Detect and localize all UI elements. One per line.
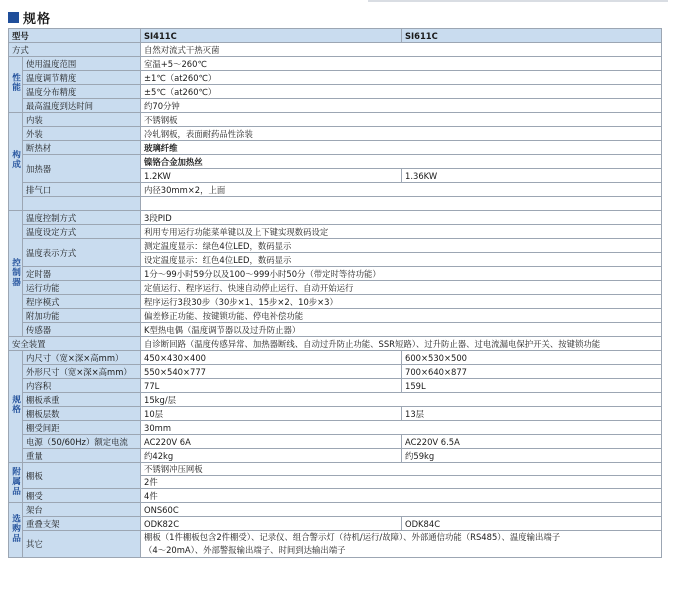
shelf-count-b: 13层 xyxy=(402,407,662,421)
outer-size-b: 700×640×877 xyxy=(402,365,662,379)
table-row xyxy=(9,517,662,531)
table-row xyxy=(9,421,662,435)
heater-label: 加热器 xyxy=(23,155,141,183)
shelf-count-label: 棚板层数 xyxy=(23,407,141,421)
table-row xyxy=(9,183,662,197)
sensor-label: 传感器 xyxy=(23,323,141,337)
stack-bracket-label: 重叠支架 xyxy=(23,517,141,531)
run-functions-value: 定值运行、程序运行、快速自动停止运行、自动开始运行 xyxy=(141,281,662,295)
volume-b: 159L xyxy=(402,379,662,393)
method-label: 方式 xyxy=(9,43,141,57)
group-construction: 构成 xyxy=(9,113,23,211)
group-controller: 控制器 xyxy=(9,211,23,337)
stand-label: 架台 xyxy=(23,503,141,517)
heater-power-b: 1.36KW xyxy=(402,169,662,183)
group-specs: 规格 xyxy=(9,351,23,463)
weight-b: 约59kg xyxy=(402,449,662,463)
outer-size-a: 550×540×777 xyxy=(141,365,402,379)
group-options: 选购品 xyxy=(9,503,23,558)
weight-a: 约42kg xyxy=(141,449,402,463)
table-row xyxy=(9,463,662,489)
page-title: 规格 xyxy=(23,11,52,27)
others-value xyxy=(141,531,662,558)
shelf-support-label: 棚受 xyxy=(23,489,141,503)
table-row xyxy=(9,43,662,57)
weight-label: 重量 xyxy=(23,449,141,463)
shelf-value-2: 2件 xyxy=(141,475,661,488)
inner-material-value: 不锈钢板 xyxy=(141,113,662,127)
table-row xyxy=(9,365,662,379)
table-row xyxy=(9,127,662,141)
outer-material-label: 外装 xyxy=(23,127,141,141)
control-method-value: 3段PID xyxy=(141,211,662,225)
timer-label: 定时器 xyxy=(23,267,141,281)
table-row xyxy=(9,351,662,365)
table-row xyxy=(9,239,662,253)
method-value: 自然对流式干热灭菌 xyxy=(141,43,662,57)
heading-square-icon xyxy=(8,12,19,23)
setting-method-value: 利用专用运行功能菜单键以及上下键实现数码设定 xyxy=(141,225,662,239)
safety-value: 自诊断回路（温度传感异常、加热器断线、自动过升防止功能、SSR短路）、过升防止器、过电流漏电保护开关、按键锁功能 xyxy=(141,337,662,351)
temp-control-precision-label: 温度调节精度 xyxy=(23,71,141,85)
outer-size-label: 外形尺寸（宽×深×高mm） xyxy=(23,365,141,379)
temp-range-value: 室温+5～260℃ xyxy=(141,57,662,71)
table-row xyxy=(9,489,662,503)
shelf-load-label: 棚板承重 xyxy=(23,393,141,407)
temp-control-precision-value: ±1℃（at260℃） xyxy=(141,71,662,85)
table-row xyxy=(9,211,662,225)
program-mode-value: 程序运行3段30步（30步×1、15步×2、10步×3） xyxy=(141,295,662,309)
table-row xyxy=(9,309,662,323)
table-row xyxy=(9,295,662,309)
shelf-value xyxy=(141,463,662,489)
control-method-label: 温度控制方式 xyxy=(23,211,141,225)
table-row xyxy=(9,57,662,71)
spacer-label xyxy=(23,197,141,211)
top-divider-line xyxy=(368,0,668,2)
table-row xyxy=(9,99,662,113)
table-row xyxy=(9,435,662,449)
inner-size-label: 内尺寸（宽×深×高mm） xyxy=(23,351,141,365)
stand-value: ONS60C xyxy=(141,503,662,517)
time-to-max-label: 最高温度到达时间 xyxy=(23,99,141,113)
timer-value: 1分～99小时59分以及100～999小时50分（带定时等待功能） xyxy=(141,267,662,281)
volume-a: 77L xyxy=(141,379,402,393)
model-a: SI411C xyxy=(141,29,402,43)
time-to-max-value: 约70分钟 xyxy=(141,99,662,113)
model-b: SI611C xyxy=(402,29,662,43)
table-row xyxy=(9,323,662,337)
exhaust-value: 内径30mm×2，上面 xyxy=(141,183,662,197)
spec-table xyxy=(8,28,662,558)
table-row xyxy=(9,141,662,155)
table-row xyxy=(9,281,662,295)
inner-size-a: 450×430×400 xyxy=(141,351,402,365)
section-heading xyxy=(8,9,51,25)
shelf-spacing-label: 棚受间距 xyxy=(23,421,141,435)
table-row xyxy=(9,503,662,517)
others-value-1: 棚板（1件棚板包含2件棚受）、记录仪、组合警示灯（待机/运行/故障）、外部通信功能（RS485）、温度输出端子 xyxy=(144,532,561,542)
shelf-support-value: 4件 xyxy=(141,489,662,503)
volume-label: 内容积 xyxy=(23,379,141,393)
stack-bracket-b: ODK84C xyxy=(402,517,662,531)
power-label: 电源（50/60Hz）额定电流 xyxy=(23,435,141,449)
power-a: AC220V 6A xyxy=(141,435,402,449)
extra-functions-value: 偏差修正功能、按键锁功能、停电补偿功能 xyxy=(141,309,662,323)
temp-distribution-label: 温度分布精度 xyxy=(23,85,141,99)
table-row xyxy=(9,225,662,239)
run-functions-label: 运行功能 xyxy=(23,281,141,295)
table-row xyxy=(9,155,662,169)
model-label: 型号 xyxy=(9,29,141,43)
program-mode-label: 程序模式 xyxy=(23,295,141,309)
group-performance: 性能 xyxy=(9,57,23,113)
others-value-2: （4～20mA）、外部警报输出端子、时间到达输出端子 xyxy=(144,545,346,555)
shelf-spacing-value: 30mm xyxy=(141,421,662,435)
safety-label: 安全装置 xyxy=(9,337,141,351)
table-row xyxy=(9,393,662,407)
temp-distribution-value: ±5℃（at260℃） xyxy=(141,85,662,99)
table-row xyxy=(9,379,662,393)
table-row xyxy=(9,85,662,99)
extra-functions-label: 附加功能 xyxy=(23,309,141,323)
shelf-load-value: 15kg/层 xyxy=(141,393,662,407)
shelf-label: 棚板 xyxy=(23,463,141,489)
table-row xyxy=(9,267,662,281)
table-row xyxy=(9,449,662,463)
insulation-value: 玻璃纤维 xyxy=(141,141,662,155)
exhaust-label: 排气口 xyxy=(23,183,141,197)
inner-material-label: 内装 xyxy=(23,113,141,127)
heater-value: 镍铬合金加热丝 xyxy=(141,155,662,169)
table-row xyxy=(9,71,662,85)
display-method-value-1: 测定温度显示：绿色4位LED，数码显示 xyxy=(141,239,662,253)
inner-size-b: 600×530×500 xyxy=(402,351,662,365)
table-header-row xyxy=(9,29,662,43)
setting-method-label: 温度设定方式 xyxy=(23,225,141,239)
group-accessories: 附属品 xyxy=(9,463,23,503)
table-row xyxy=(9,531,662,558)
table-row xyxy=(9,197,662,211)
outer-material-value: 冷轧钢板，表面耐药品性涂装 xyxy=(141,127,662,141)
sensor-value: K型热电偶（温度调节器以及过升防止器） xyxy=(141,323,662,337)
table-row xyxy=(9,337,662,351)
spacer-value xyxy=(141,197,662,211)
heater-power-a: 1.2KW xyxy=(141,169,402,183)
shelf-count-a: 10层 xyxy=(141,407,402,421)
temp-range-label: 使用温度范围 xyxy=(23,57,141,71)
insulation-label: 断热材 xyxy=(23,141,141,155)
power-b: AC220V 6.5A xyxy=(402,435,662,449)
table-row xyxy=(9,407,662,421)
stack-bracket-a: ODK82C xyxy=(141,517,402,531)
display-method-label: 温度表示方式 xyxy=(23,239,141,267)
shelf-value-1: 不锈钢冲压网板 xyxy=(144,464,203,474)
display-method-value-2: 设定温度显示：红色4位LED，数码显示 xyxy=(141,253,662,267)
table-row xyxy=(9,113,662,127)
others-label: 其它 xyxy=(23,531,141,558)
